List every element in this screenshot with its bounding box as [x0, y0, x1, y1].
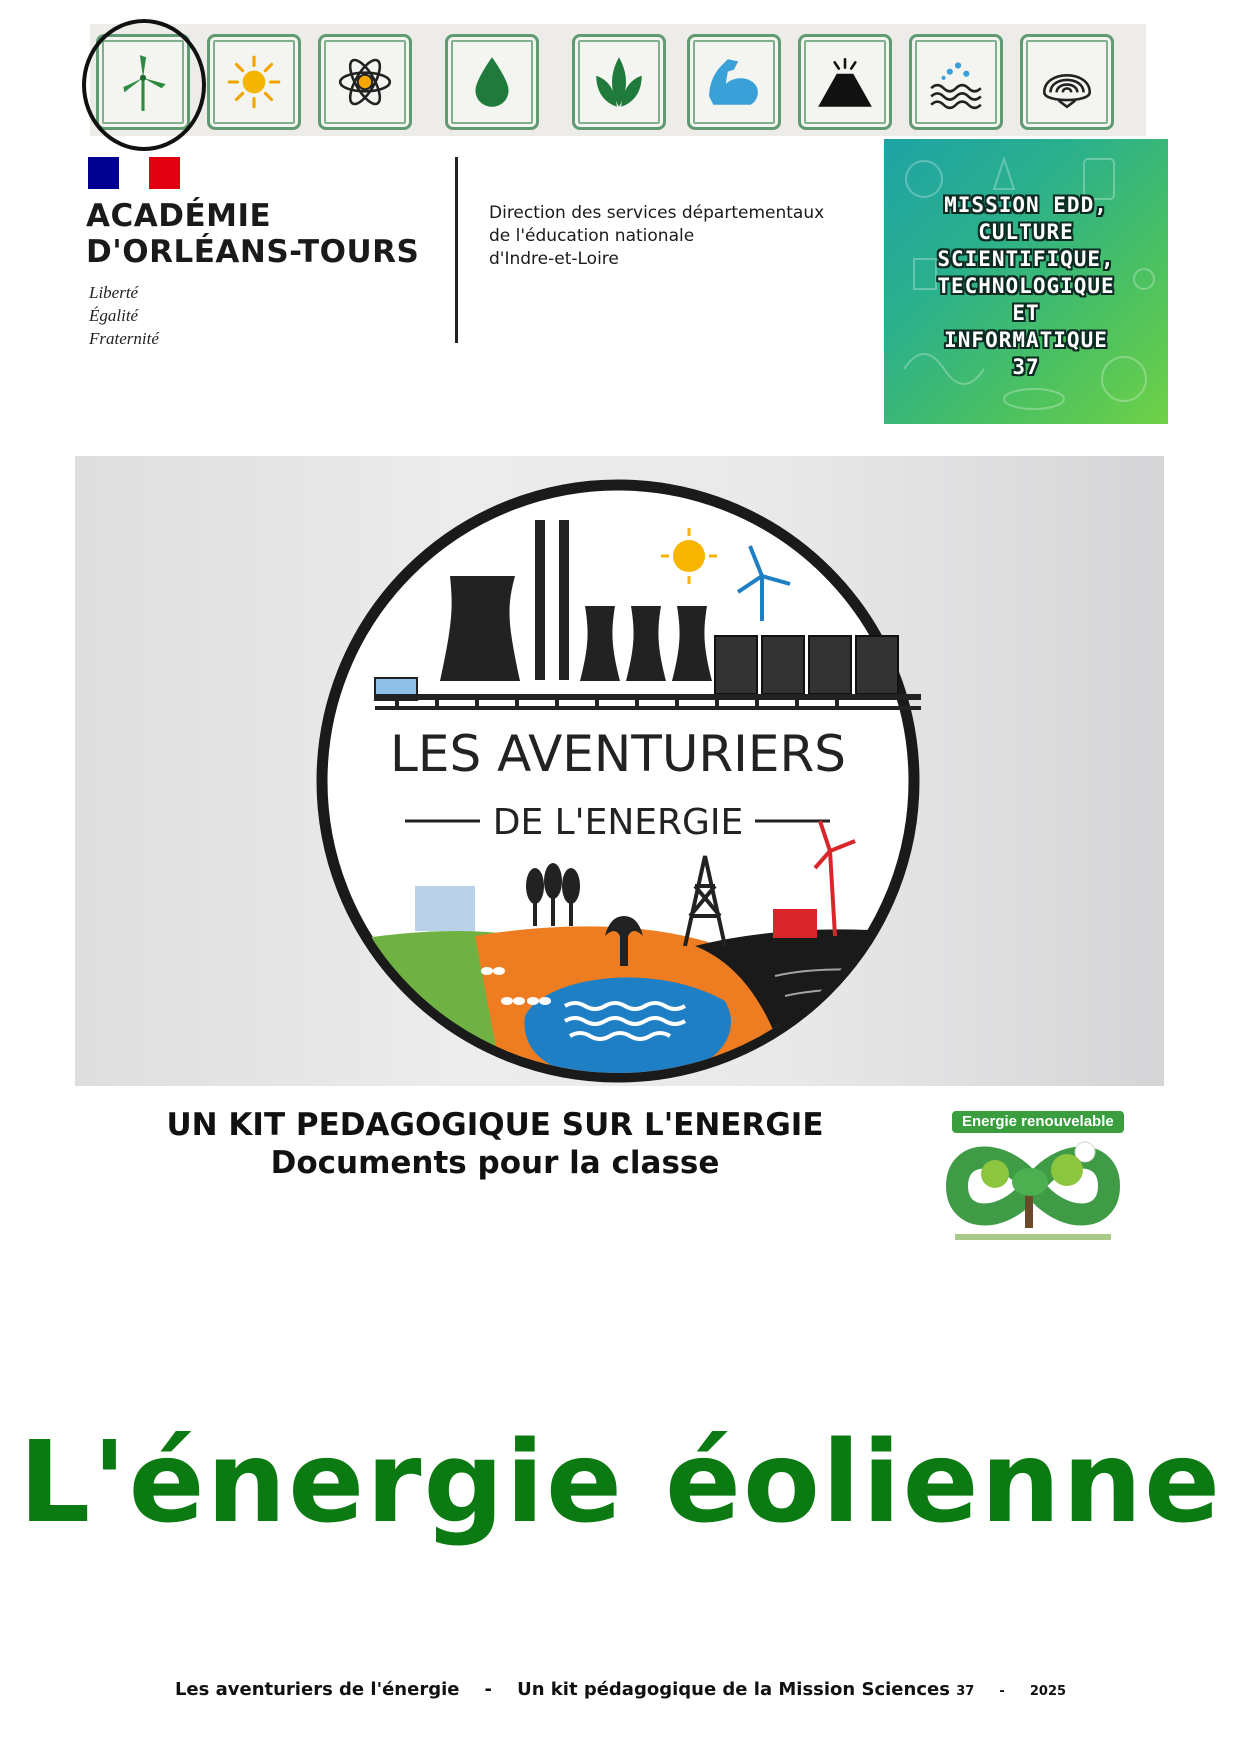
waves-icon — [925, 51, 987, 113]
footer-middle: Un kit pédagogique de la Mission Sciences — [517, 1679, 950, 1700]
mission-logo — [884, 139, 1168, 424]
tile-fossil[interactable] — [1020, 34, 1114, 130]
kit-title-line-2: Documents pour la classe — [270, 1145, 720, 1181]
footer-left: Les aventuriers de l'énergie — [174, 1679, 460, 1700]
trees-icon — [526, 863, 580, 926]
page-footer — [0, 1679, 1241, 1700]
sun-icon — [223, 51, 285, 113]
academie-name — [86, 198, 419, 270]
motto-egalite: Égalité — [89, 306, 139, 325]
renewable-energy-badge — [935, 1108, 1131, 1246]
theme-icon-strip — [90, 24, 1146, 136]
header-divider — [455, 157, 458, 343]
motto-liberte: Liberté — [89, 283, 139, 302]
direction-line-3: d'Indre-et-Loire — [489, 249, 619, 269]
mission-line-4: TECHNOLOGIQUE — [937, 274, 1115, 298]
tile-biomass[interactable] — [572, 34, 666, 130]
renewable-label: Energie renouvelable — [952, 1111, 1124, 1133]
logo-subtitle-text: DE L'ENERGIE — [492, 802, 744, 843]
direction-line-2: de l'éducation nationale — [489, 226, 695, 246]
mission-line-5: ET — [1012, 301, 1040, 325]
selected-theme-ring — [82, 19, 206, 151]
kit-title-line-1: UN KIT PEDAGOGIQUE SUR L'ENERGIE — [166, 1107, 824, 1143]
page-title: L'énergie éolienne — [18, 1418, 1223, 1548]
tile-geothermal[interactable] — [798, 34, 892, 130]
tile-atom[interactable] — [318, 34, 412, 130]
rain-icon — [415, 886, 475, 931]
footer-separator-1: - — [484, 1679, 493, 1700]
french-flag-icon — [88, 157, 180, 189]
aventuriers-logo — [75, 456, 1164, 1086]
water-drop-icon — [461, 51, 523, 113]
mission-line-6: INFORMATIQUE — [944, 328, 1108, 352]
footer-separator-2: - — [999, 1684, 1005, 1699]
volcano-icon — [814, 51, 876, 113]
energy-banner — [75, 456, 1164, 1086]
atom-icon — [334, 51, 396, 113]
mission-line-7: 37 — [1012, 355, 1040, 379]
academie-line-2: D'ORLÉANS-TOURS — [86, 234, 420, 270]
tile-sun[interactable] — [207, 34, 301, 130]
direction-services — [489, 202, 879, 271]
mission-line-2: CULTURE — [978, 220, 1074, 244]
leaf-icon — [588, 51, 650, 113]
mission-line-3: SCIENTIFIQUE, — [937, 247, 1115, 271]
tile-hydro[interactable] — [909, 34, 1003, 130]
shell-icon — [1036, 51, 1098, 113]
mission-title — [884, 192, 1168, 381]
logo-title-text: LES AVENTURIERS — [390, 725, 846, 783]
footer-year: 2025 — [1029, 1684, 1067, 1699]
footer-number: 37 — [956, 1684, 975, 1699]
republic-motto — [89, 281, 159, 350]
tile-water[interactable] — [445, 34, 539, 130]
tile-muscle[interactable] — [687, 34, 781, 130]
motto-fraternite: Fraternité — [89, 329, 159, 348]
muscle-icon — [703, 51, 765, 113]
direction-line-1: Direction des services départementaux — [489, 203, 825, 223]
mission-line-1: MISSION EDD, — [944, 193, 1108, 217]
academie-line-1: ACADÉMIE — [86, 198, 272, 234]
